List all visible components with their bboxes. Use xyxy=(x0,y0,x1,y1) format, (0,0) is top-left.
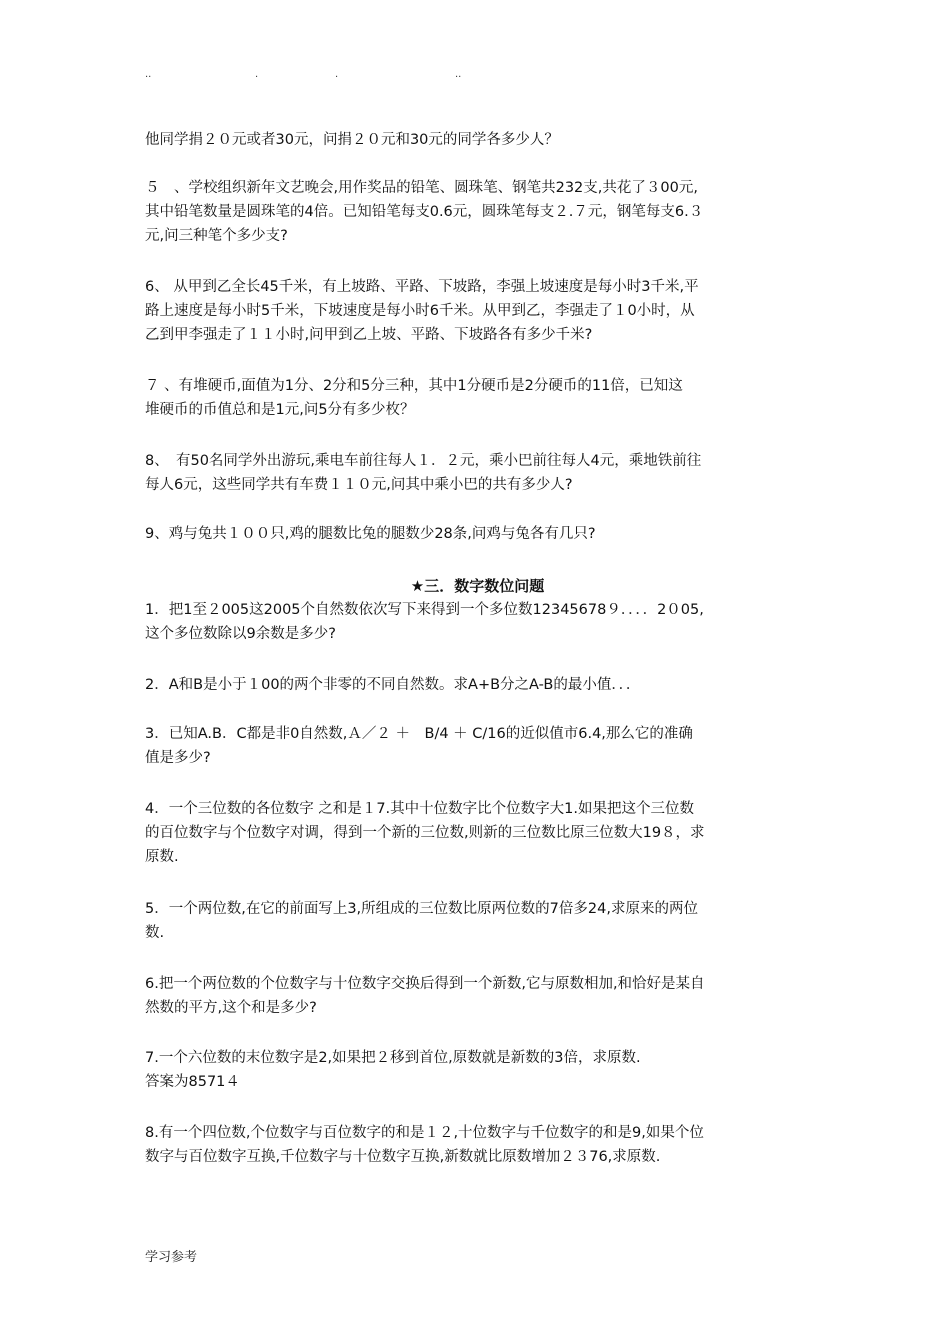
problem-6 xyxy=(145,275,810,347)
text-line: 值是多少? xyxy=(145,750,211,766)
section-title: ★三．数字数位问题 xyxy=(410,577,545,595)
text-line: 2．A和B是小于１00的两个非零的不同自然数。求A+B分之A-B的最小值．．． xyxy=(145,677,641,693)
section3-problem-3 xyxy=(145,722,810,770)
text-line: 路上速度是每小时5千米，下坡速度是每小时6千米。从甲到乙，李强走了１0小时，从 xyxy=(145,303,695,319)
text-line: 的百位数字与个位数字对调，得到一个新的三位数,则新的三位数比原三位数大19８，求 xyxy=(145,825,705,841)
section3-problem-5 xyxy=(145,897,810,945)
text-line: 5．一个两位数,在它的前面写上3,所组成的三位数比原两位数的7倍多24,求原来的两位 xyxy=(145,901,698,917)
header-mark: . xyxy=(335,69,339,80)
text-line: 数字与百位数字互换,千位数字与十位数字互换,新数就比原数增加２３76,求原数. xyxy=(145,1149,661,1165)
section3-problem-4 xyxy=(145,797,810,869)
section3-problem-8 xyxy=(145,1121,810,1169)
text-line: 8.有一个四位数,个位数字与百位数字的和是１２,十位数字与千位数字的和是9,如果个位 xyxy=(145,1125,704,1141)
header-mark: .. xyxy=(455,69,462,80)
problem-4-continuation xyxy=(145,128,810,152)
text-line: 原数. xyxy=(145,849,179,865)
section3-problem-6 xyxy=(145,972,810,1020)
text-line: 7.一个六位数的末位数字是2,如果把２移到首位,原数就是新数的3倍，求原数. xyxy=(145,1050,641,1066)
text-line: 然数的平方,这个和是多少? xyxy=(145,1000,317,1016)
text-line: 每人6元，这些同学共有车费１１０元,问其中乘小巴的共有多少人? xyxy=(145,477,573,493)
text-line: 堆硬币的币值总和是1元,问5分有多少枚？ xyxy=(145,402,415,418)
header-mark: . xyxy=(255,69,259,80)
section3-problem-2 xyxy=(145,673,810,697)
page-footer: 学习参考 xyxy=(145,1250,198,1265)
text-line: 6、 从甲到乙全长45千米，有上坡路、平路、下坡路，李强上坡速度是每小时3千米,平 xyxy=(145,279,699,295)
problem-7 xyxy=(145,374,810,422)
problem-8 xyxy=(145,449,810,497)
text-line: 元,问三种笔个多少支? xyxy=(145,228,288,244)
text-line: ７ 、有堆硬币,面值为1分、2分和5分三种，其中1分硬币是2分硬币的11倍，已知这 xyxy=(145,378,683,394)
text-line: 6.把一个两位数的个位数字与十位数字交换后得到一个新数,它与原数相加,和恰好是某自 xyxy=(145,976,705,992)
section3-problem-7 xyxy=(145,1046,810,1094)
text-line: ５ 、学校组织新年文艺晚会,用作奖品的铅笔、圆珠笔、钢笔共232支,共花了３00元, xyxy=(145,180,698,196)
header-mark: .. xyxy=(145,69,152,80)
header-marks xyxy=(145,70,475,84)
problem-9 xyxy=(145,522,810,546)
text-line: 答案为8571４ xyxy=(145,1074,240,1090)
text-line: 他同学捐２０元或者30元，问捐２０元和30元的同学各多少人？ xyxy=(145,132,559,148)
text-line: 其中铅笔数量是圆珠笔的4倍。已知铅笔每支0.6元，圆珠笔每支２.７元，钢笔每支6.３ xyxy=(145,204,704,220)
text-line: 数. xyxy=(145,925,165,941)
text-line: 4．一个三位数的各位数字 之和是１7.其中十位数字比个位数字大1.如果把这个三位数 xyxy=(145,801,695,817)
text-line: 这个多位数除以9余数是多少? xyxy=(145,626,336,642)
problem-5 xyxy=(145,176,810,248)
text-line: 3．已知A.B．C都是非0自然数,Ａ／２ ＋ B/4 ＋ C/16的近似值市6.4,那么它的准确 xyxy=(145,726,693,742)
text-line: 乙到甲李强走了１１小时,问甲到乙上坡、平路、下坡路各有多少千米? xyxy=(145,327,593,343)
text-line: 8、 有50名同学外出游玩,乘电车前往每人１．２元，乘小巴前往每人4元，乘地铁前往 xyxy=(145,453,702,469)
text-line: 9、鸡与兔共１００只,鸡的腿数比兔的腿数少28条,问鸡与兔各有几只? xyxy=(145,526,596,542)
section3-problem-1 xyxy=(145,598,810,646)
text-line: 1．把1至２005这2005个自然数依次写下来得到一个多位数12345678９．．．．2０05, xyxy=(145,602,704,618)
